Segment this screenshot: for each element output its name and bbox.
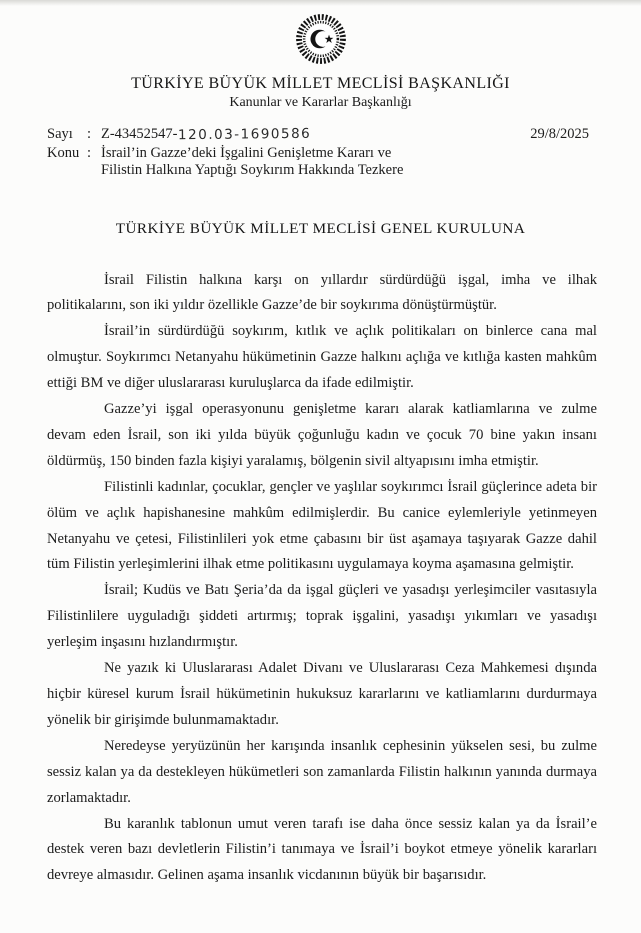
tbmm-crescent-star-seal-icon: [294, 12, 348, 66]
body-paragraph: Bu karanlık tablonun umut veren tarafı ise daha önce sessiz kalan ya da İsrail’e destek veren bazı devletlerin Filistin’i tanımaya ve İsrail’i boykot etmeye yönelik kararları devreye almasıdır. Gelinen aşama insanlık vicdanının büyük bir başarısıdır.: [47, 815, 597, 884]
konu-subject-line1: İsrail’in Gazze’deki İşgalini Genişletme Kararı ve: [101, 144, 392, 161]
document-title: TÜRKİYE BÜYÜK MİLLET MECLİSİ GENEL KURULUNA: [115, 219, 526, 237]
sayi-handwritten-number: 120.03-1690586: [177, 125, 311, 144]
sayi-row: [47, 125, 589, 144]
body-paragraph: Filistinli kadınlar, çocuklar, gençler ve yaşlılar soykırımcı İsrail güçlerince adeta bir ölüm ve açlık hapishanesine mahkûm edilmişlerdir. Bu canice eylemleriyle yetinmeyen Netanyahu ve çetesi, Filistinlileri yok etme çabasını bir üst aşamaya taşıyarak Gazze dahil tüm Filistin yerleşimlerini ilhak etme politikasını uygulamaya koyma aşamasına gelmiştir.: [47, 478, 597, 573]
konu-colon: :: [87, 144, 92, 161]
department-title: Kanunlar ve Kararlar Başkanlığı: [229, 95, 412, 110]
body-paragraph: İsrail’in sürdürdüğü soykırım, kıtlık ve açlık politikaları on binlerce cana mal olmuştur. Soykırımcı Netanyahu hükümetinin Gazze halkını açlığa ve kıtlığa kasten mahkûm ettiği BM ve diğer uluslararası kuruluşlarca da ifade edilmiştir.: [47, 323, 597, 392]
organization-title: TÜRKİYE BÜYÜK MİLLET MECLİSİ BAŞKANLIĞI: [131, 75, 510, 92]
body-paragraph: Neredeyse yeryüzünün her karışında insanlık cephesinin yükselen sesi, bu zulme sessiz kalan ya da destekleyen hükümetleri son zamanlarda Filistin halkının yanında durmaya zorlamaktadır.: [47, 737, 597, 806]
konu-label: Konu: [47, 144, 80, 161]
sayi-printed-number: Z-43452547-: [101, 126, 178, 142]
document-body: [47, 268, 597, 890]
konu-subject-line2: Filistin Halkına Yaptığı Soykırım Hakkında Tezkere: [101, 162, 404, 178]
body-paragraph: Gazze’yi işgal operasyonunu genişletme kararı alarak katliamlarına ve zulme devam eden İsrail, son iki yılda büyük çoğunluğu kadın ve çocuk 70 bine yakın insanı öldürmüş, 150 binden fazla kişiyi yaralamış, bölgenin sivil altyapısını imha etmiştir.: [47, 401, 597, 469]
sayi-label: Sayı: [47, 126, 73, 142]
scan-edge-artifact: [0, 0, 641, 6]
body-paragraph: Ne yazık ki Uluslararası Adalet Divanı ve Uluslararası Ceza Mahkemesi dışında hiçbir küresel kurum İsrail hükümetinin hukuksuz kararlarını ve katliamlarını durdurmaya yönelik bir girişimde bulunmamaktadır.: [47, 660, 597, 728]
body-paragraph: İsrail; Kudüs ve Batı Şeria’da da işgal güçleri ve yasadışı yerleşimciler vasıtasıyla Filistinlilere uyguladığı şiddeti artırmış; toprak işgalini, yasadışı yıkımları ve yasadışı yerleşim inşasını hızlandırmıştır.: [47, 582, 597, 651]
konu-row: [47, 144, 589, 180]
letterhead: [0, 0, 641, 111]
document-date: 29/8/2025: [530, 126, 589, 142]
body-paragraph: İsrail Filistin halkına karşı on yıllardır sürdürdüğü işgal, imha ve ilhak politikalarını, son iki yıldır özellikle Gazze’de bir soykırıma dönüştürmüştür.: [47, 271, 597, 314]
sayi-colon: :: [87, 126, 92, 142]
document-meta: [47, 125, 589, 180]
konu-subject: [101, 145, 403, 180]
